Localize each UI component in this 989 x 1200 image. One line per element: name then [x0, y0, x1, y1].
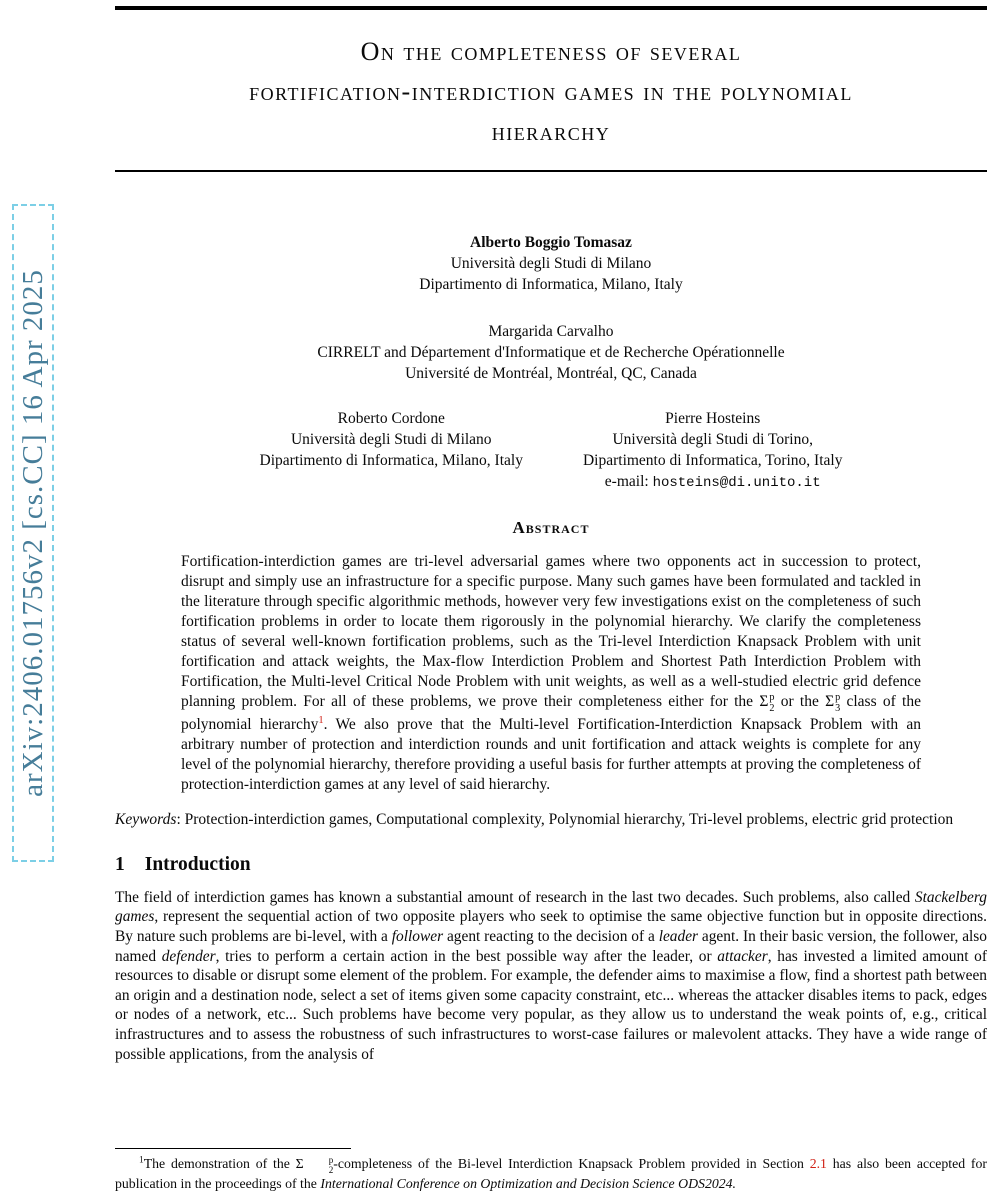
author-affiliation: Dipartimento di Informatica, Torino, Italy: [582, 452, 843, 469]
math-sigma-2-p: Σ p 2: [295, 1154, 334, 1175]
abstract-paragraph: Fortification-interdiction games are tri-level adversarial games where two opponents act in succession to protect, disrupt and simply use an infrastructure for a specific purpose. Many such games have been formulated and tackled in the literature through specific algorithmic methods, however very few investigations exist on the completeness of such fortification problems in order to locate them rigorously in the polynomial hierarchy. We clarify the completeness status of several well-known fortification problems, such as the Tri-level Interdiction Knapsack Problem with unit fortification and attack weights, the Max-flow Interdiction Problem and Shortest Path Interdiction Problem with Fortification, the Multi-level Critical Node Problem with unit weights, as well as a well-studied electric grid defence planning problem. For all of these problems, we prove their completeness either for the Σ p 2 or the Σ p 3 class of the polynomial hierarchy$^1$. We also prove that the Multi-level Fortification-Interdiction Knapsack Problem with an arbitrary number of protection and interdiction rounds and unit fortification and attack weights is complete for any level of the polynomial hierarchy, therefore providing a useful basis for further attempts at proving the completeness of protection-interdiction games at any level of said hierarchy.: [181, 553, 921, 793]
author-name: Margarida Carvalho: [488, 323, 614, 340]
author-block-tomasaz: [115, 232, 987, 295]
footnote-text: $^1$The demonstration of the Σ p 2 -completeness of the Bi-level Interdiction Knapsack Problem provided in Section 2.1 has also been accepted for publication in the proceedings of the International Conference on Optimization and Decision Science ODS2024.: [115, 1154, 987, 1192]
title-line-1: On the completeness of several: [360, 37, 742, 66]
top-rule: [115, 6, 987, 10]
author-affiliation: Dipartimento di Informatica, Milano, Italy: [419, 276, 683, 293]
content-column: [115, 6, 987, 1064]
section-number: 1: [115, 853, 125, 875]
authors-section: [115, 232, 987, 494]
footnote-rule: [115, 1148, 351, 1149]
section-heading-introduction: [115, 854, 987, 876]
math-sigma-2-p: Σ p 2: [759, 692, 775, 715]
author-block-cordone: [260, 408, 523, 494]
title-line-3: hierarchy: [491, 117, 611, 146]
author-affiliation: CIRRELT and Département d'Informatique et de Recherche Opérationnelle: [317, 344, 785, 361]
title-rule: [115, 170, 987, 172]
arxiv-watermark: [12, 204, 54, 862]
email-label: e-mail:: [604, 473, 653, 490]
footnote-marker: 1: [139, 1155, 144, 1166]
author-row: [115, 408, 987, 494]
section-ref-link[interactable]: 2.1: [809, 1156, 827, 1171]
author-affiliation: Université de Montréal, Montréal, QC, Canada: [405, 365, 697, 382]
author-affiliation: Università degli Studi di Milano: [290, 431, 492, 448]
section-title: Introduction: [144, 853, 251, 875]
author-affiliation: Dipartimento di Informatica, Milano, Italy: [259, 452, 523, 469]
author-affiliation: Università degli Studi di Milano: [450, 255, 652, 272]
author-block-carvalho: [115, 321, 987, 384]
keywords-label: Keywords: [115, 810, 177, 828]
email-address: hosteins@di.unito.it: [652, 475, 821, 491]
author-affiliation: Università degli Studi di Torino,: [612, 431, 813, 448]
introduction-paragraph: The field of interdiction games has known a substantial amount of research in the last two decades. Such problems, also called Stackelberg games, represent the sequential action of two opposite players who seek to optimise the same objective function but in opposite directions. By nature such problems are bi-level, with a follower agent reacting to the decision of a leader agent. In their basic version, the follower, also named defender, tries to perform a certain action in the best possible way after the leader, or attacker, has invested a limited amount of resources to disable or disrupt some element of the problem. For example, the defender aims to maximise a flow, find a shortest path between an origin and a destination node, select a set of items given some capacity constraint, etc... whereas the attacker disables items to pack, edges or nodes of a network, etc... Such problems have become very popular, as they allow us to understand the weak points of, e.g., critical infrastructures and to assess the robustness of such infrastructures to worst-case failures or malevolent attacks. They have a wide range of possible applications, from the analysis of: [115, 888, 987, 1063]
author-name: Alberto Boggio Tomasaz: [470, 234, 632, 251]
author-email-line: [583, 471, 842, 494]
author-block-hosteins: [583, 408, 842, 494]
author-name: Roberto Cordone: [337, 410, 445, 427]
keywords-paragraph: Keywords: Protection-interdiction games, Computational complexity, Polynomial hierarchy, Tri-level problems, electric grid protection: [115, 810, 954, 828]
math-sigma-3-p: Σ p 3: [825, 692, 841, 715]
arxiv-watermark-text: arXiv:2406.01756v2 [cs.CC] 16 Apr 2025: [16, 269, 49, 797]
paper-title: [115, 32, 987, 152]
author-name: Pierre Hosteins: [665, 410, 761, 427]
footnote-area: [115, 1148, 987, 1200]
abstract-heading: Abstract: [512, 518, 590, 537]
footnote-ref-link[interactable]: 1: [318, 714, 324, 726]
title-line-2: fortification-interdiction games in the polynomial: [249, 77, 853, 106]
